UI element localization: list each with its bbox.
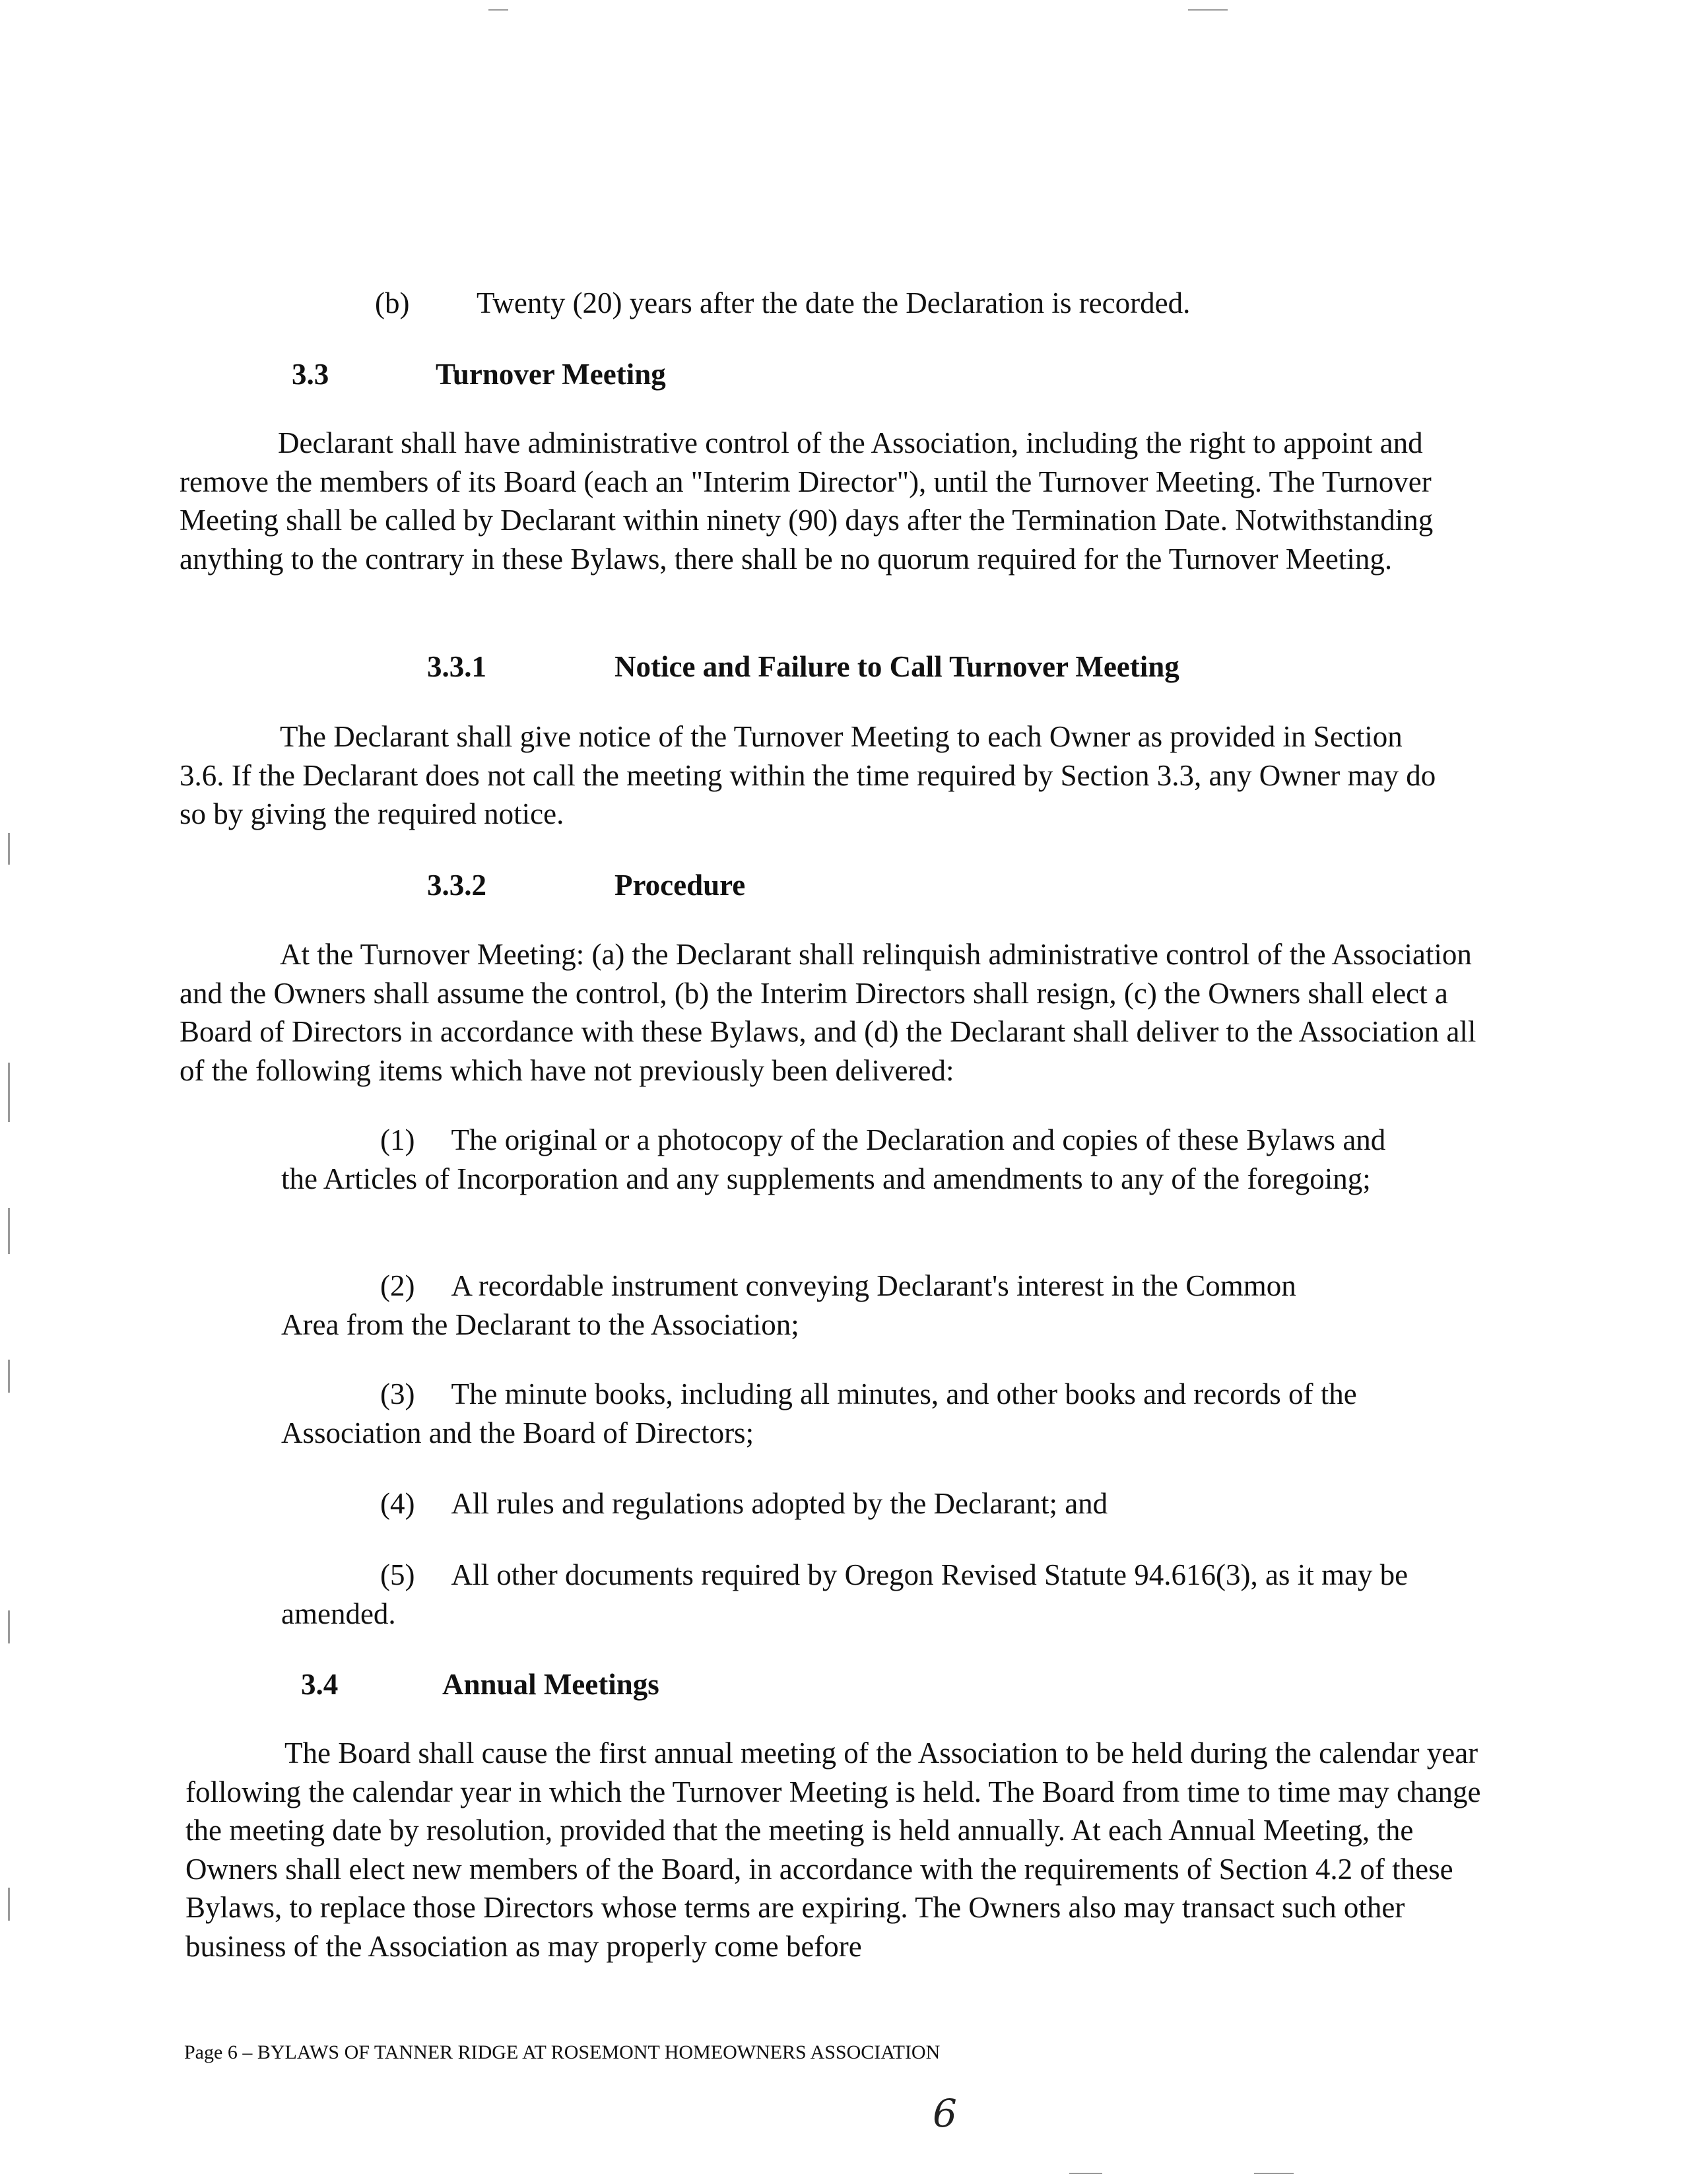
item-5: [281, 1556, 1456, 1633]
heading-3-3-2-title: Procedure: [614, 869, 746, 902]
item-2-text: A recordable instrument conveying Declarant's interest in the Common Area from the Declarant to the Association;: [281, 1269, 1296, 1341]
heading-3-3-1-number: 3.3.1: [427, 650, 486, 683]
item-4: [281, 1484, 1403, 1523]
scan-mark: [1069, 2173, 1102, 2174]
scan-mark: [8, 1360, 10, 1393]
item-5-label: (5): [380, 1558, 415, 1591]
item-2-label: (2): [380, 1269, 415, 1302]
paragraph-3-4: The Board shall cause the first annual meeting of the Association to be held during the calendar year following the calendar year in which the Turnover Meeting is held. The Board from time to time may change the meeting date by resolution, provided that the meeting is held annually. At each Annual Meeting, the Owners shall elect new members of the Board, in accordance with the requirements of Section 4.2 of these Bylaws, to replace those Directors whose terms are expiring. The Owners also may transact such other business of the Association as may properly come before: [185, 1737, 1481, 1963]
scan-mark: [488, 9, 508, 11]
handwritten-page-number: 6: [933, 2091, 957, 2136]
scan-mark: [8, 833, 10, 865]
item-3-label: (3): [380, 1377, 415, 1410]
paragraph-3-3: Declarant shall have administrative control of the Association, including the right to appoint and remove the members of its Board (each an "Interim Director"), until the Turnover Meeting. The Turnover Meeting shall be called by Declarant within ninety (90) days after the Termination Date. Notwithstanding anything to the contrary in these Bylaws, there shall be no quorum required for the Turnover Meeting.: [180, 426, 1434, 576]
item-1: [281, 1121, 1403, 1198]
scan-mark: [8, 1063, 10, 1122]
scan-mark: [1188, 9, 1228, 11]
paragraph-3-3-1: The Declarant shall give notice of the Turnover Meeting to each Owner as provided in Section 3.6. If the Declarant does not call the meeting within the time required by Section 3.3, any Owner may do so by giving the required notice.: [180, 720, 1436, 830]
item-4-text: All rules and regulations adopted by the Declarant; and: [451, 1487, 1108, 1520]
scan-mark: [8, 1208, 10, 1254]
paragraph-3-3-2: At the Turnover Meeting: (a) the Declarant shall relinquish administrative control of the Association and the Owners shall assume the control, (b) the Interim Directors shall resign, (c) the Owners shall elect a Board of Directors in accordance with these Bylaws, and (d) the Declarant shall deliver to the Association all of the following items which have not previously been delivered:: [180, 938, 1476, 1087]
heading-3-3-title: Turnover Meeting: [436, 358, 666, 391]
heading-3-4-number: 3.4: [301, 1668, 339, 1701]
scan-mark: [8, 1610, 10, 1643]
scan-mark: [1254, 2173, 1294, 2174]
item-4-label: (4): [380, 1487, 415, 1520]
page-footer: Page 6 – BYLAWS OF TANNER RIDGE AT ROSEMONT HOMEOWNERS ASSOCIATION: [184, 2041, 941, 2063]
item-5-text: All other documents required by Oregon Revised Statute 94.616(3), as it may be amended.: [281, 1558, 1409, 1630]
heading-3-3-2-number: 3.3.2: [427, 869, 486, 902]
item-3-text: The minute books, including all minutes, and other books and records of the Association and the Board of Directors;: [281, 1377, 1357, 1449]
item-1-text: The original or a photocopy of the Declaration and copies of these Bylaws and the Articles of Incorporation and any supplements and amendments to any of the foregoing;: [281, 1123, 1386, 1195]
item-3: [281, 1375, 1416, 1452]
heading-3-3-number: 3.3: [292, 358, 329, 391]
item-b-label: (b): [375, 286, 410, 319]
item-b-text: Twenty (20) years after the date the Declaration is recorded.: [477, 286, 1191, 319]
heading-3-3-1-title: Notice and Failure to Call Turnover Meeting: [614, 650, 1179, 683]
item-2: [281, 1267, 1350, 1344]
item-1-label: (1): [380, 1123, 415, 1156]
heading-3-4-title: Annual Meetings: [442, 1668, 659, 1701]
scan-mark: [8, 1888, 10, 1921]
